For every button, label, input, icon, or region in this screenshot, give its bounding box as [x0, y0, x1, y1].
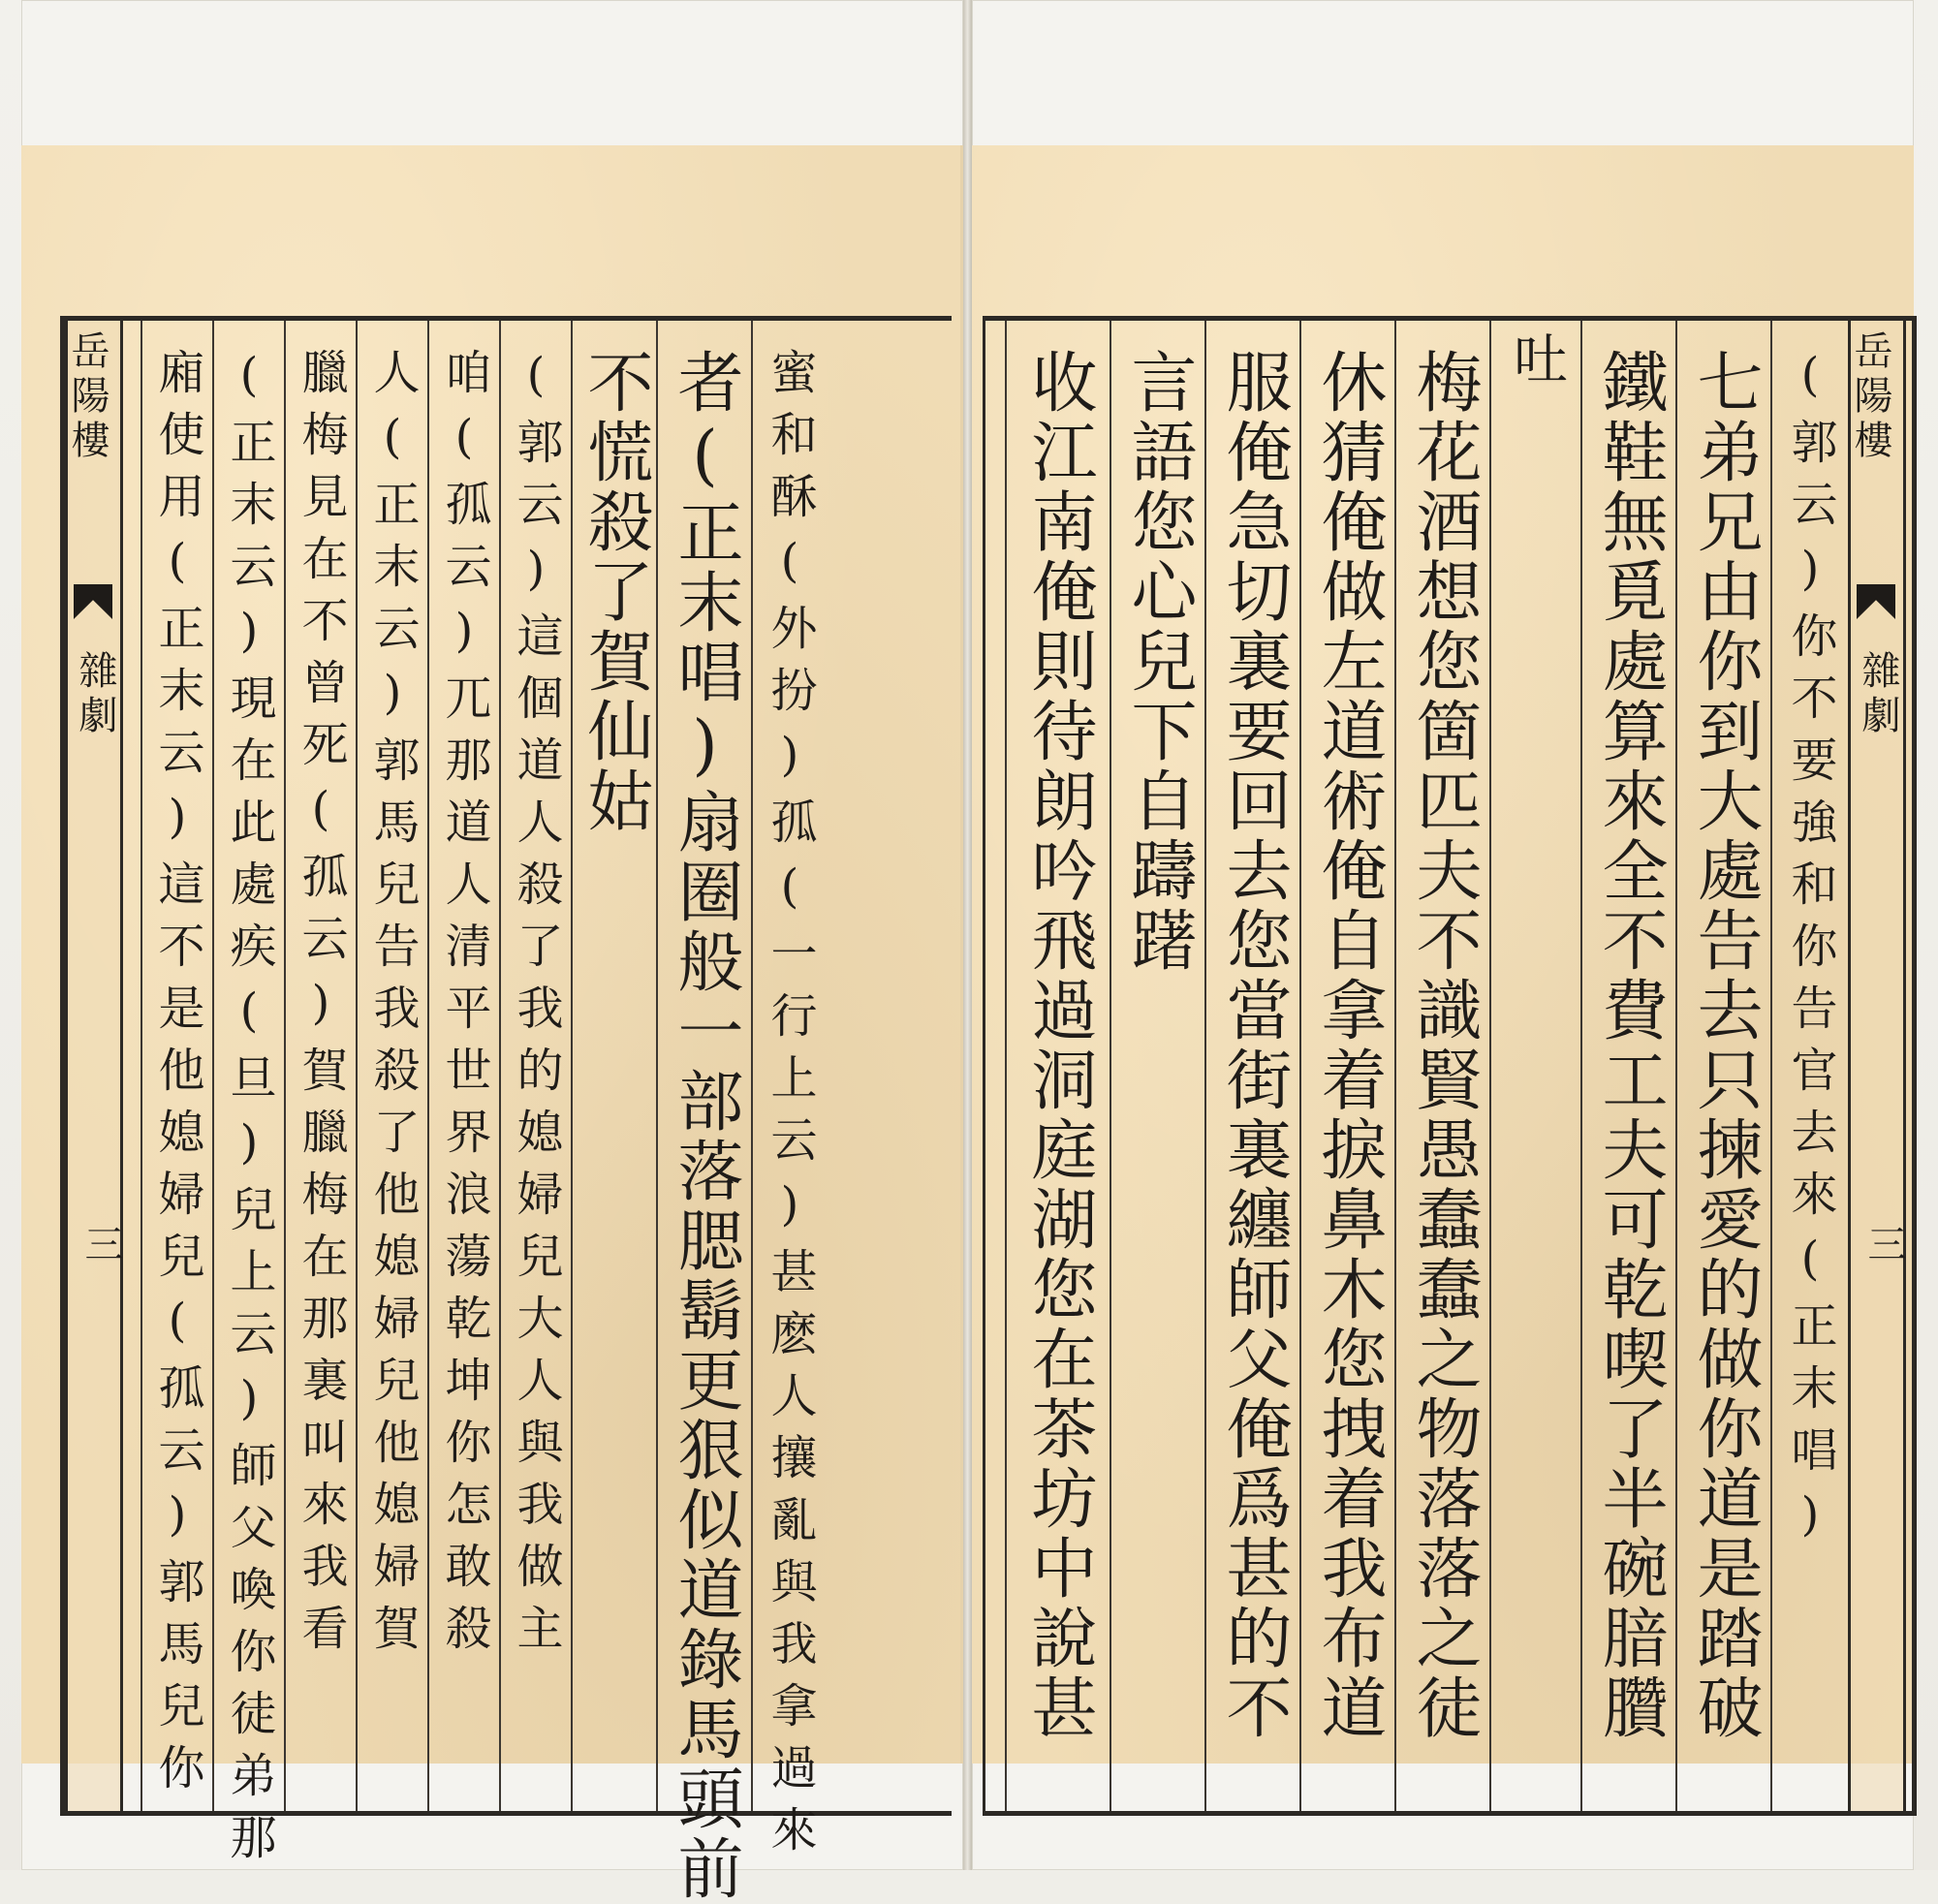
column-text: 咱(孤云)兀那道人清平世界浪蕩乾坤你怎敢殺 [437, 348, 491, 1666]
column-text: 七弟兄由你到大處告去只揀愛的做你道是踏破 [1686, 348, 1763, 1743]
text-column [1772, 321, 1848, 1811]
column-text: (郭云)這個道人殺了我的媳婦兒大人與我做主 [509, 348, 563, 1666]
text-column [284, 321, 356, 1811]
margin-title: 岳陽樓 [65, 330, 109, 464]
text-column [499, 321, 571, 1811]
column-text: 蜜和酥(外扮)孤(一行上云)甚麽人攘亂與我拿過來 [763, 348, 817, 1867]
text-column [1204, 321, 1299, 1811]
column-text: (郭云)你不要強和你告官去來(正末唱) [1783, 348, 1837, 1557]
margin-page-number: 三 [78, 1224, 123, 1268]
text-column [1299, 321, 1394, 1811]
left-page-margin [65, 321, 123, 1811]
column-text: 服俺急切裏要回去您當街裏纏師父俺爲甚的不 [1215, 348, 1292, 1743]
text-column [1110, 321, 1204, 1811]
column-text: 收江南俺則待朗吟飛過洞庭湖您在茶坊中說甚 [1020, 348, 1097, 1743]
text-column [1005, 321, 1110, 1811]
text-column [427, 321, 499, 1811]
column-text: 廂使用(正末云)這不是他媳婦兒(孤云)郭馬兒你 [150, 348, 204, 1805]
margin-page-number: 三 [1861, 1224, 1906, 1268]
column-text: 鐵鞋無覓處算來全不費工夫可乾喫了半碗腤臢 [1591, 348, 1668, 1743]
column-text: 臘梅見在不曾死(孤云)賀臘梅在那裏叫來我看 [294, 348, 348, 1666]
text-column [141, 321, 212, 1811]
column-text: 吐 [1505, 330, 1568, 392]
text-column [1489, 321, 1580, 1811]
column-text: 梅花酒想您箇匹夫不識賢愚蠢蠢之物落落之徒 [1405, 348, 1482, 1743]
margin-genre: 雜劇 [73, 650, 117, 739]
text-column [1394, 321, 1489, 1811]
text-column [571, 321, 656, 1811]
right-page-margin [1848, 321, 1906, 1811]
fish-tail-mark [74, 584, 112, 619]
column-text: 者(正末唱)扇圈般一部落腮鬍更狠似道錄馬頭前 [667, 348, 743, 1904]
text-column [356, 321, 427, 1811]
column-text: (正末云)現在此處疾(旦)兒上云)師父喚你徒弟那 [222, 348, 276, 1875]
text-column [656, 321, 751, 1904]
column-text: 言語您心兒下自躊躇 [1120, 348, 1197, 976]
left-text-frame [60, 316, 952, 1904]
text-column [751, 321, 827, 1867]
right-text-frame [983, 316, 1917, 1816]
text-column [212, 321, 284, 1875]
text-column [1675, 321, 1772, 1811]
column-text: 不慌殺了賀仙姑 [577, 348, 653, 836]
book-gutter [963, 0, 972, 1870]
column-text: 人(正末云)郭馬兒告我殺了他媳婦兒他媳婦賀 [365, 348, 420, 1666]
margin-genre: 雜劇 [1856, 650, 1900, 739]
margin-title: 岳陽樓 [1848, 330, 1892, 464]
column-text: 休猜俺做左道術俺自拿着捩鼻木您拽着我布道 [1310, 348, 1387, 1743]
fish-tail-mark [1857, 584, 1895, 619]
text-column [1580, 321, 1675, 1811]
